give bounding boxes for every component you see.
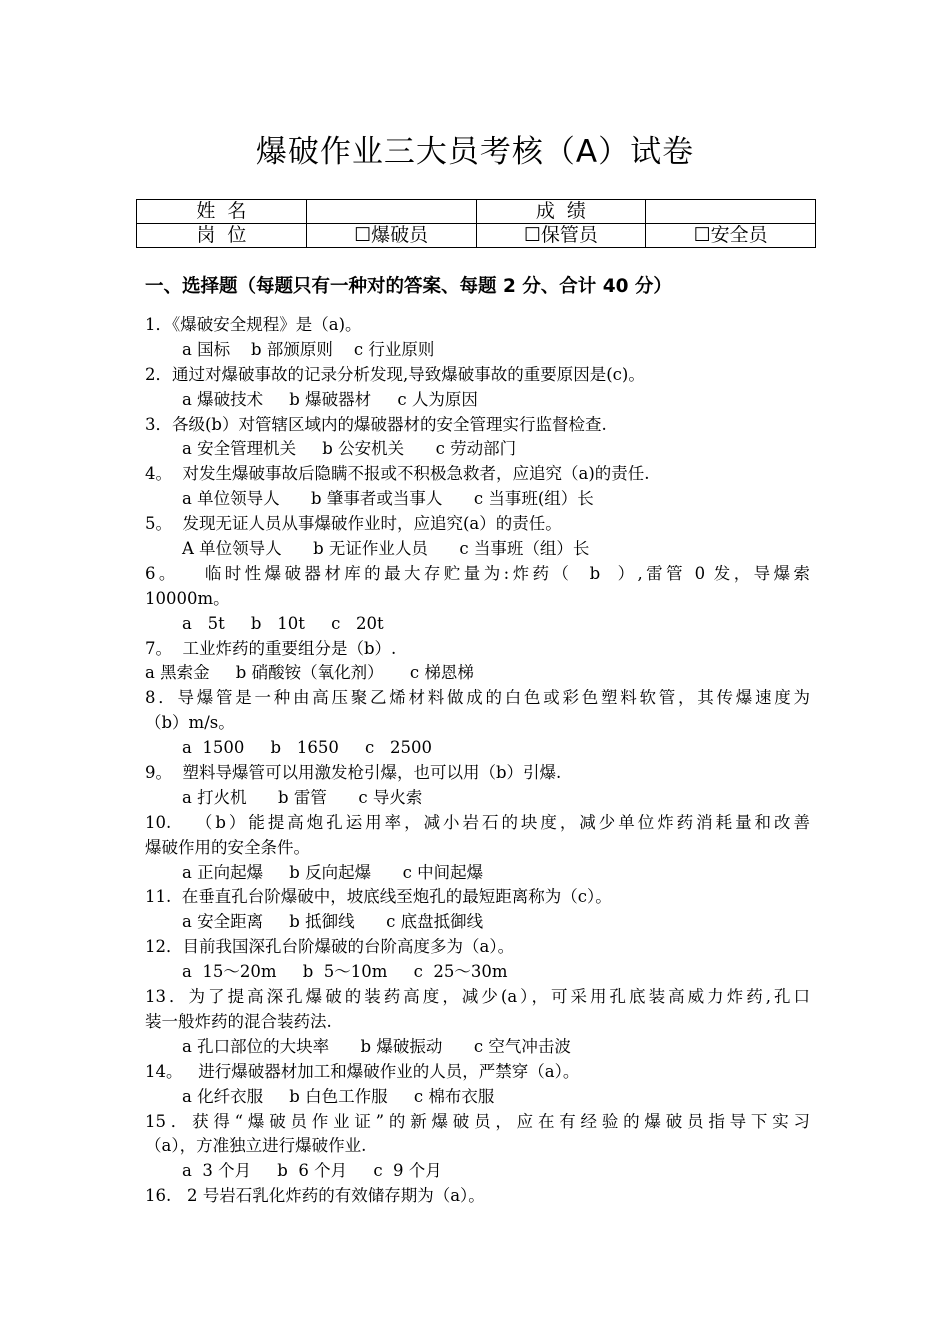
answer-options: a 孔口部位的大块率 b 爆破振动 c 空气冲击波: [182, 1036, 571, 1056]
section-title: 一、选择题（每题只有一种对的答案、每题 2 分、合计 40 分）: [145, 276, 672, 297]
post-option-keeper[interactable]: ☐保管员: [476, 224, 646, 248]
answer-options: a 正向起爆 b 反向起爆 c 中间起爆: [182, 862, 484, 882]
info-row-post: [137, 224, 816, 248]
question-text: 13．为了提高深孔爆破的装药高度，减少(a），可采用孔底装高威力炸药,孔口: [145, 987, 810, 1007]
answer-options: a 国标 b 部颁原则 c 行业原则: [182, 339, 435, 359]
question-text: 装一般炸药的混合装药法.: [145, 1011, 332, 1031]
name-label: 姓 名: [137, 200, 307, 224]
post-option-safety[interactable]: ☐安全员: [646, 224, 816, 248]
answer-options: a 3 个月 b 6 个月 c 9 个月: [182, 1161, 442, 1181]
post-label: 岗 位: [137, 224, 307, 248]
question-text: 4。 对发生爆破事故后隐瞒不报或不积极急救者，应追究（a)的责任.: [145, 464, 650, 484]
info-table: [136, 199, 816, 248]
question-text: 15．获得“爆破员作业证”的新爆破员，应在有经验的爆破员指导下实习: [145, 1111, 810, 1131]
question-text: 10. （b）能提高炮孔运用率，减小岩石的块度，减少单位炸药消耗量和改善: [145, 812, 810, 832]
question-text: 1．《爆破安全规程》是（a)。: [145, 315, 362, 334]
question-text: 8．导爆管是一种由高压聚乙烯材料做成的白色或彩色塑料软管，其传爆速度为: [145, 688, 810, 708]
question-text: 7。 工业炸药的重要组分是（b）.: [145, 638, 397, 658]
answer-options: a 化纤衣服 b 白色工作服 c 棉布衣服: [182, 1086, 495, 1106]
question-list: [145, 313, 810, 1209]
score-label: 成 绩: [476, 200, 646, 224]
answer-options: a 单位领导人 b 肇事者或当事人 c 当事班(组）长: [182, 489, 594, 509]
answer-options: a 安全管理机关 b 公安机关 c 劳动部门: [182, 439, 517, 459]
score-value[interactable]: [646, 200, 816, 224]
question-text: 11. 在垂直孔台阶爆破中，坡底线至炮孔的最短距离称为（c）。: [145, 887, 612, 907]
answer-options: a 安全距离 b 抵御线 c 底盘抵御线: [182, 912, 484, 932]
question-text: 12．目前我国深孔台阶爆破的台阶高度多为（a）。: [145, 937, 515, 957]
question-text: a 黑索金 b 硝酸铵（氧化剂） c 梯恩梯: [145, 663, 474, 683]
question-text: 5。 发现无证人员从事爆破作业时，应追究(a）的责任。: [145, 514, 562, 534]
answer-options: a 1500 b 1650 c 2500: [182, 738, 433, 758]
name-value[interactable]: [306, 200, 476, 224]
info-row-name: [137, 200, 816, 224]
question-text: 10000m。: [145, 588, 230, 608]
page-title: 爆破作业三大员考核（A）试卷: [255, 134, 695, 170]
question-text: 爆破作用的安全条件。: [145, 837, 310, 857]
question-text: 6。 临时性爆破器材库的最大存贮量为:炸药（ b ）,雷管 0 发，导爆索: [145, 563, 810, 583]
post-option-blaster[interactable]: ☐爆破员: [306, 224, 476, 248]
answer-options: a 5t b 10t c 20t: [182, 613, 384, 633]
question-text: 3．各级(b）对管辖区域内的爆破器材的安全管理实行监督检查.: [145, 414, 607, 434]
question-text: （a），方准独立进行爆破作业.: [145, 1136, 367, 1156]
answer-options: a 打火机 b 雷管 c 导火索: [182, 787, 423, 807]
question-text: 14。 进行爆破器材加工和爆破作业的人员，严禁穿（a）。: [145, 1061, 580, 1081]
question-text: 2．通过对爆破事故的记录分析发现,导致爆破事故的重要原因是(c)。: [145, 364, 645, 384]
question-text: 16. 2 号岩石乳化炸药的有效储存期为（a）。: [145, 1186, 485, 1206]
question-text: 9。 塑料导爆管可以用激发枪引爆，也可以用（b）引爆.: [145, 763, 562, 783]
answer-options: A 单位领导人 b 无证作业人员 c 当事班（组）长: [182, 539, 590, 559]
answer-options: a 15～20m b 5～10m c 25～30m: [182, 962, 508, 982]
question-text: （b）m/s。: [145, 713, 235, 733]
answer-options: a 爆破技术 b 爆破器材 c 人为原因: [182, 389, 478, 409]
